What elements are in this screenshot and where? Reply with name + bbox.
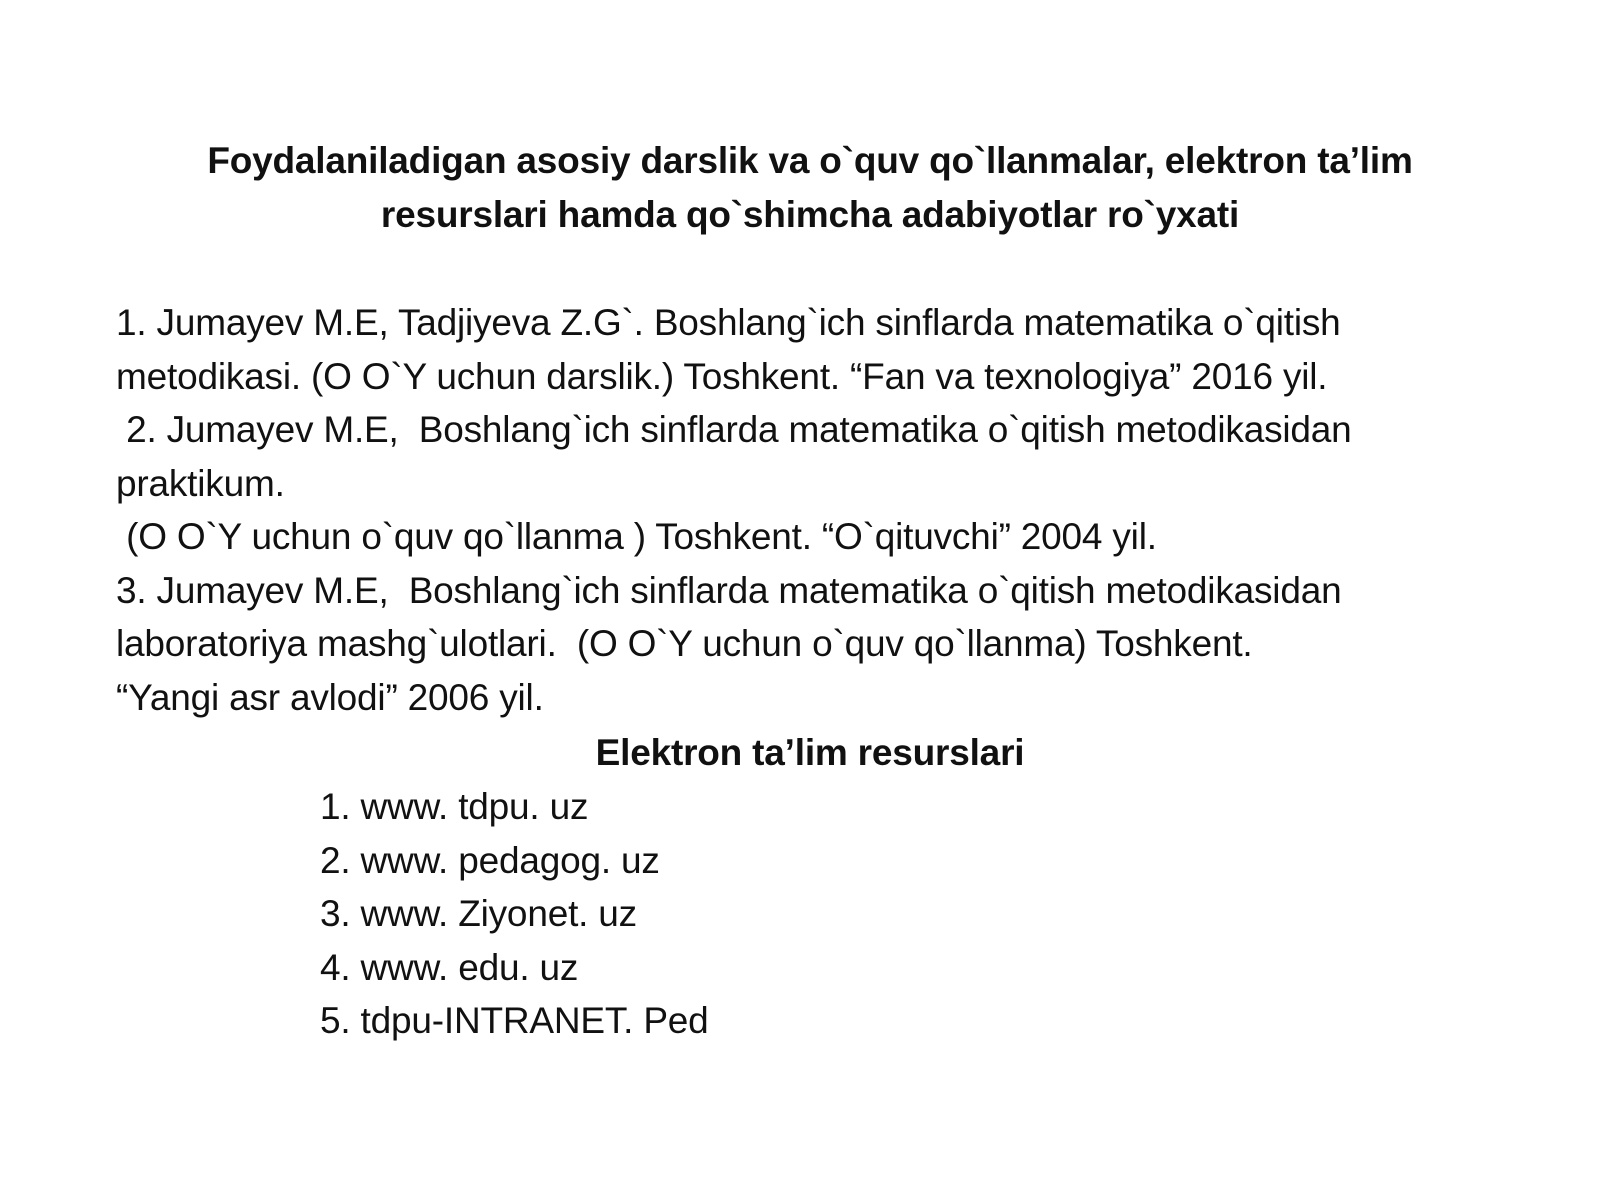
reference-line: praktikum. <box>116 462 285 504</box>
electronic-resources-heading: Elektron ta’lim resurslari <box>595 732 1025 773</box>
electronic-resources-list <box>320 780 709 1048</box>
reference-line: metodikasi. (O O`Y uchun darslik.) Toshkent. “Fan va texnologiya” 2016 yil. <box>116 355 1328 397</box>
reference-line: “Yangi asr avlodi” 2006 yil. <box>116 676 544 718</box>
resource-item: 1. www. tdpu. uz <box>320 786 589 827</box>
slide-title-line-2: resurslari hamda qo`shimcha adabiyotlar ro`yxati <box>380 194 1240 235</box>
reference-line: laboratoriya mashg`ulotlari. (O O`Y uchun o`quv qo`llanma) Toshkent. <box>116 623 1253 664</box>
slide-title <box>140 134 1480 242</box>
resource-item: 4. www. edu. uz <box>320 946 579 988</box>
resource-item: 3. www. Ziyonet. uz <box>320 893 637 934</box>
slide-title-line-1: Foydalaniladigan asosiy darslik va o`quv qo`llanmalar, elektron ta’lim <box>207 140 1413 181</box>
reference-line: (O O`Y uchun o`quv qo`llanma ) Toshkent. “O`qituvchi” 2004 yil. <box>116 516 1157 557</box>
reference-line: 1. Jumayev M.E, Tadjiyeva Z.G`. Boshlang`ich sinflarda matematika o`qitish <box>116 302 1341 343</box>
reference-line: 3. Jumayev M.E, Boshlang`ich sinflarda matematika o`qitish metodikasidan <box>116 569 1342 611</box>
reference-list <box>116 296 1516 724</box>
resource-item: 2. www. pedagog. uz <box>320 839 660 881</box>
resource-item: 5. tdpu-INTRANET. Ped <box>320 1000 709 1041</box>
reference-line: 2. Jumayev M.E, Boshlang`ich sinflarda matematika o`qitish metodikasidan <box>116 409 1352 450</box>
